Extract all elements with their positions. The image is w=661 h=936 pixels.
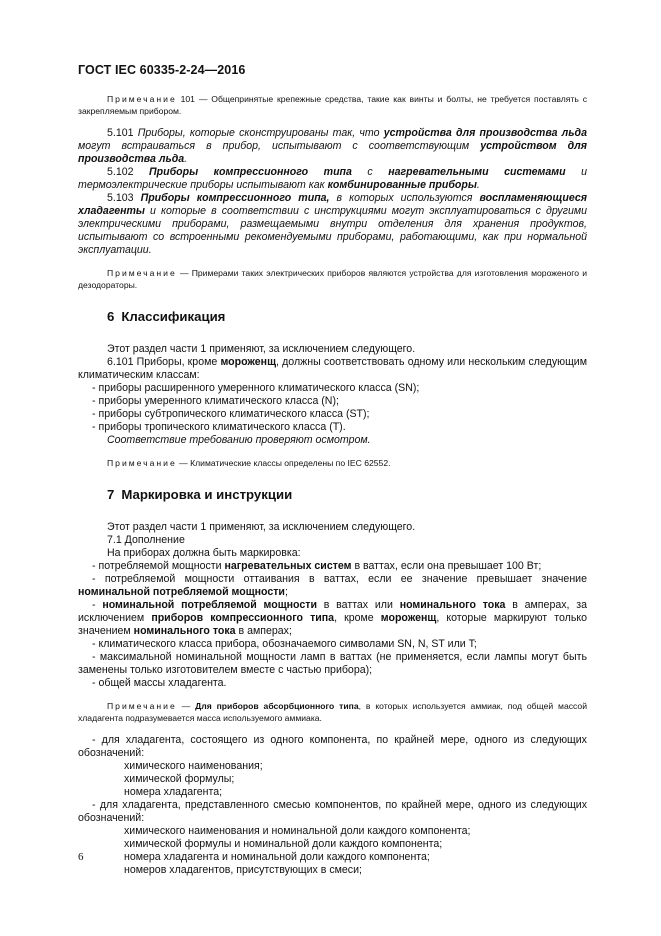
note-101: Примечание 101 — Общепринятые крепежные средства, такие как винты и болты, не требуется поставлять с закрепляемым прибором. <box>78 94 588 116</box>
section-7-intro: Этот раздел части 1 применяют, за исключением следующего. <box>107 521 416 533</box>
list-item: номера хладагента; <box>124 786 223 798</box>
compliance-check: Соответствие требованию проверяют осмотром. <box>107 434 371 446</box>
document-header: ГОСТ IEC 60335-2-24—2016 <box>78 63 246 77</box>
page-content <box>78 93 587 877</box>
list-item: химической формулы и номинальной доли каждого компонента; <box>124 838 443 850</box>
list-item: - приборы субтропического климатического класса (ST); <box>92 408 370 420</box>
list-item: химического наименования; <box>124 760 263 772</box>
list-item: химического наименования и номинальной доли каждого компонента; <box>124 825 471 837</box>
list-item: - приборы расширенного умеренного климатического класса (SN); <box>92 382 420 394</box>
list-item: - климатического класса прибора, обозначаемого символами SN, N, ST или T; <box>92 638 477 650</box>
list-item: - для хладагента, состоящего из одного компонента, по крайней мере, одного из следующих обозначений: <box>78 734 587 759</box>
clause-71: 7.1 Дополнение <box>107 534 185 546</box>
section-7-heading: 7 Маркировка и инструкции <box>107 487 293 502</box>
marking-lead: На приборах должна быть маркировка: <box>107 547 301 559</box>
list-item: химической формулы; <box>124 773 235 785</box>
list-item: - номинальной потребляемой мощности в ваттах или номинального тока в амперах, за исключением приборов компрессионного типа, кроме мороженщ, которые маркируют только значением номинального тока в амперах; <box>78 599 587 637</box>
list-item: - потребляемой мощности оттаивания в ваттах, если ее значение превышает значение номинальной потребляемой мощности; <box>78 573 587 598</box>
clause-6101: 6.101 Приборы, кроме мороженщ, должны соответствовать одному или нескольким следующим климатическим классам: <box>78 356 587 381</box>
definition-5102: 5.102 Приборы компрессионного типа с нагревательными системами и термоэлектрические приборы испытывают как комбинированные приборы. <box>78 166 587 191</box>
list-item: - максимальной номинальной мощности ламп в ваттах (не применяется, если лампы могут быть заменены только изготовителем вместе с частью прибора); <box>78 651 587 676</box>
definition-5103: 5.103 Приборы компрессионного типа, в которых используются воспламеняющиеся хладагенты и которые в соответствии с инструкциями могут эксплуатироваться с другими электрическими приборами, размещаемыми внутри отделения для хранения продуктов, испытывают со встроенными рекомендуемыми приборами, работающими, как при нормальной эксплуатации. <box>78 192 587 256</box>
definition-5101: 5.101 Приборы, которые сконструированы так, что устройства для производства льда могут встраиваться в прибор, испытывают с соответствующим устройством для производства льда. <box>78 127 587 165</box>
list-item: - общей массы хладагента. <box>92 677 227 689</box>
page-number: 6 <box>78 851 84 863</box>
note-examples: Примечание — Примерами таких электрических приборов являются устройства для изготовления мороженого и дезодораторы. <box>78 268 588 290</box>
list-item: - приборы умеренного климатического класса (N); <box>92 395 339 407</box>
list-item: - приборы тропического климатического класса (T). <box>92 421 346 433</box>
section-6-heading: 6 Классификация <box>107 309 226 324</box>
list-item: - потребляемой мощности нагревательных систем в ваттах, если она превышает 100 Вт; <box>92 560 542 572</box>
list-item: - для хладагента, представленного смесью компонентов, по крайней мере, одного из следующих обозначений: <box>78 799 587 824</box>
section-6-intro: Этот раздел части 1 применяют, за исключением следующего. <box>107 343 416 355</box>
note-absorption: Примечание — Для приборов абсорбционного типа, в которых используется аммиак, под общей массой хладагента подразумевается масса используемого аммиака. <box>78 701 587 723</box>
list-item: номера хладагента и номинальной доли каждого компонента; <box>124 851 430 863</box>
note-climate: Примечание — Климатические классы определены по IEC 62552. <box>107 458 391 468</box>
list-item: номеров хладагентов, присутствующих в смеси; <box>124 864 362 876</box>
